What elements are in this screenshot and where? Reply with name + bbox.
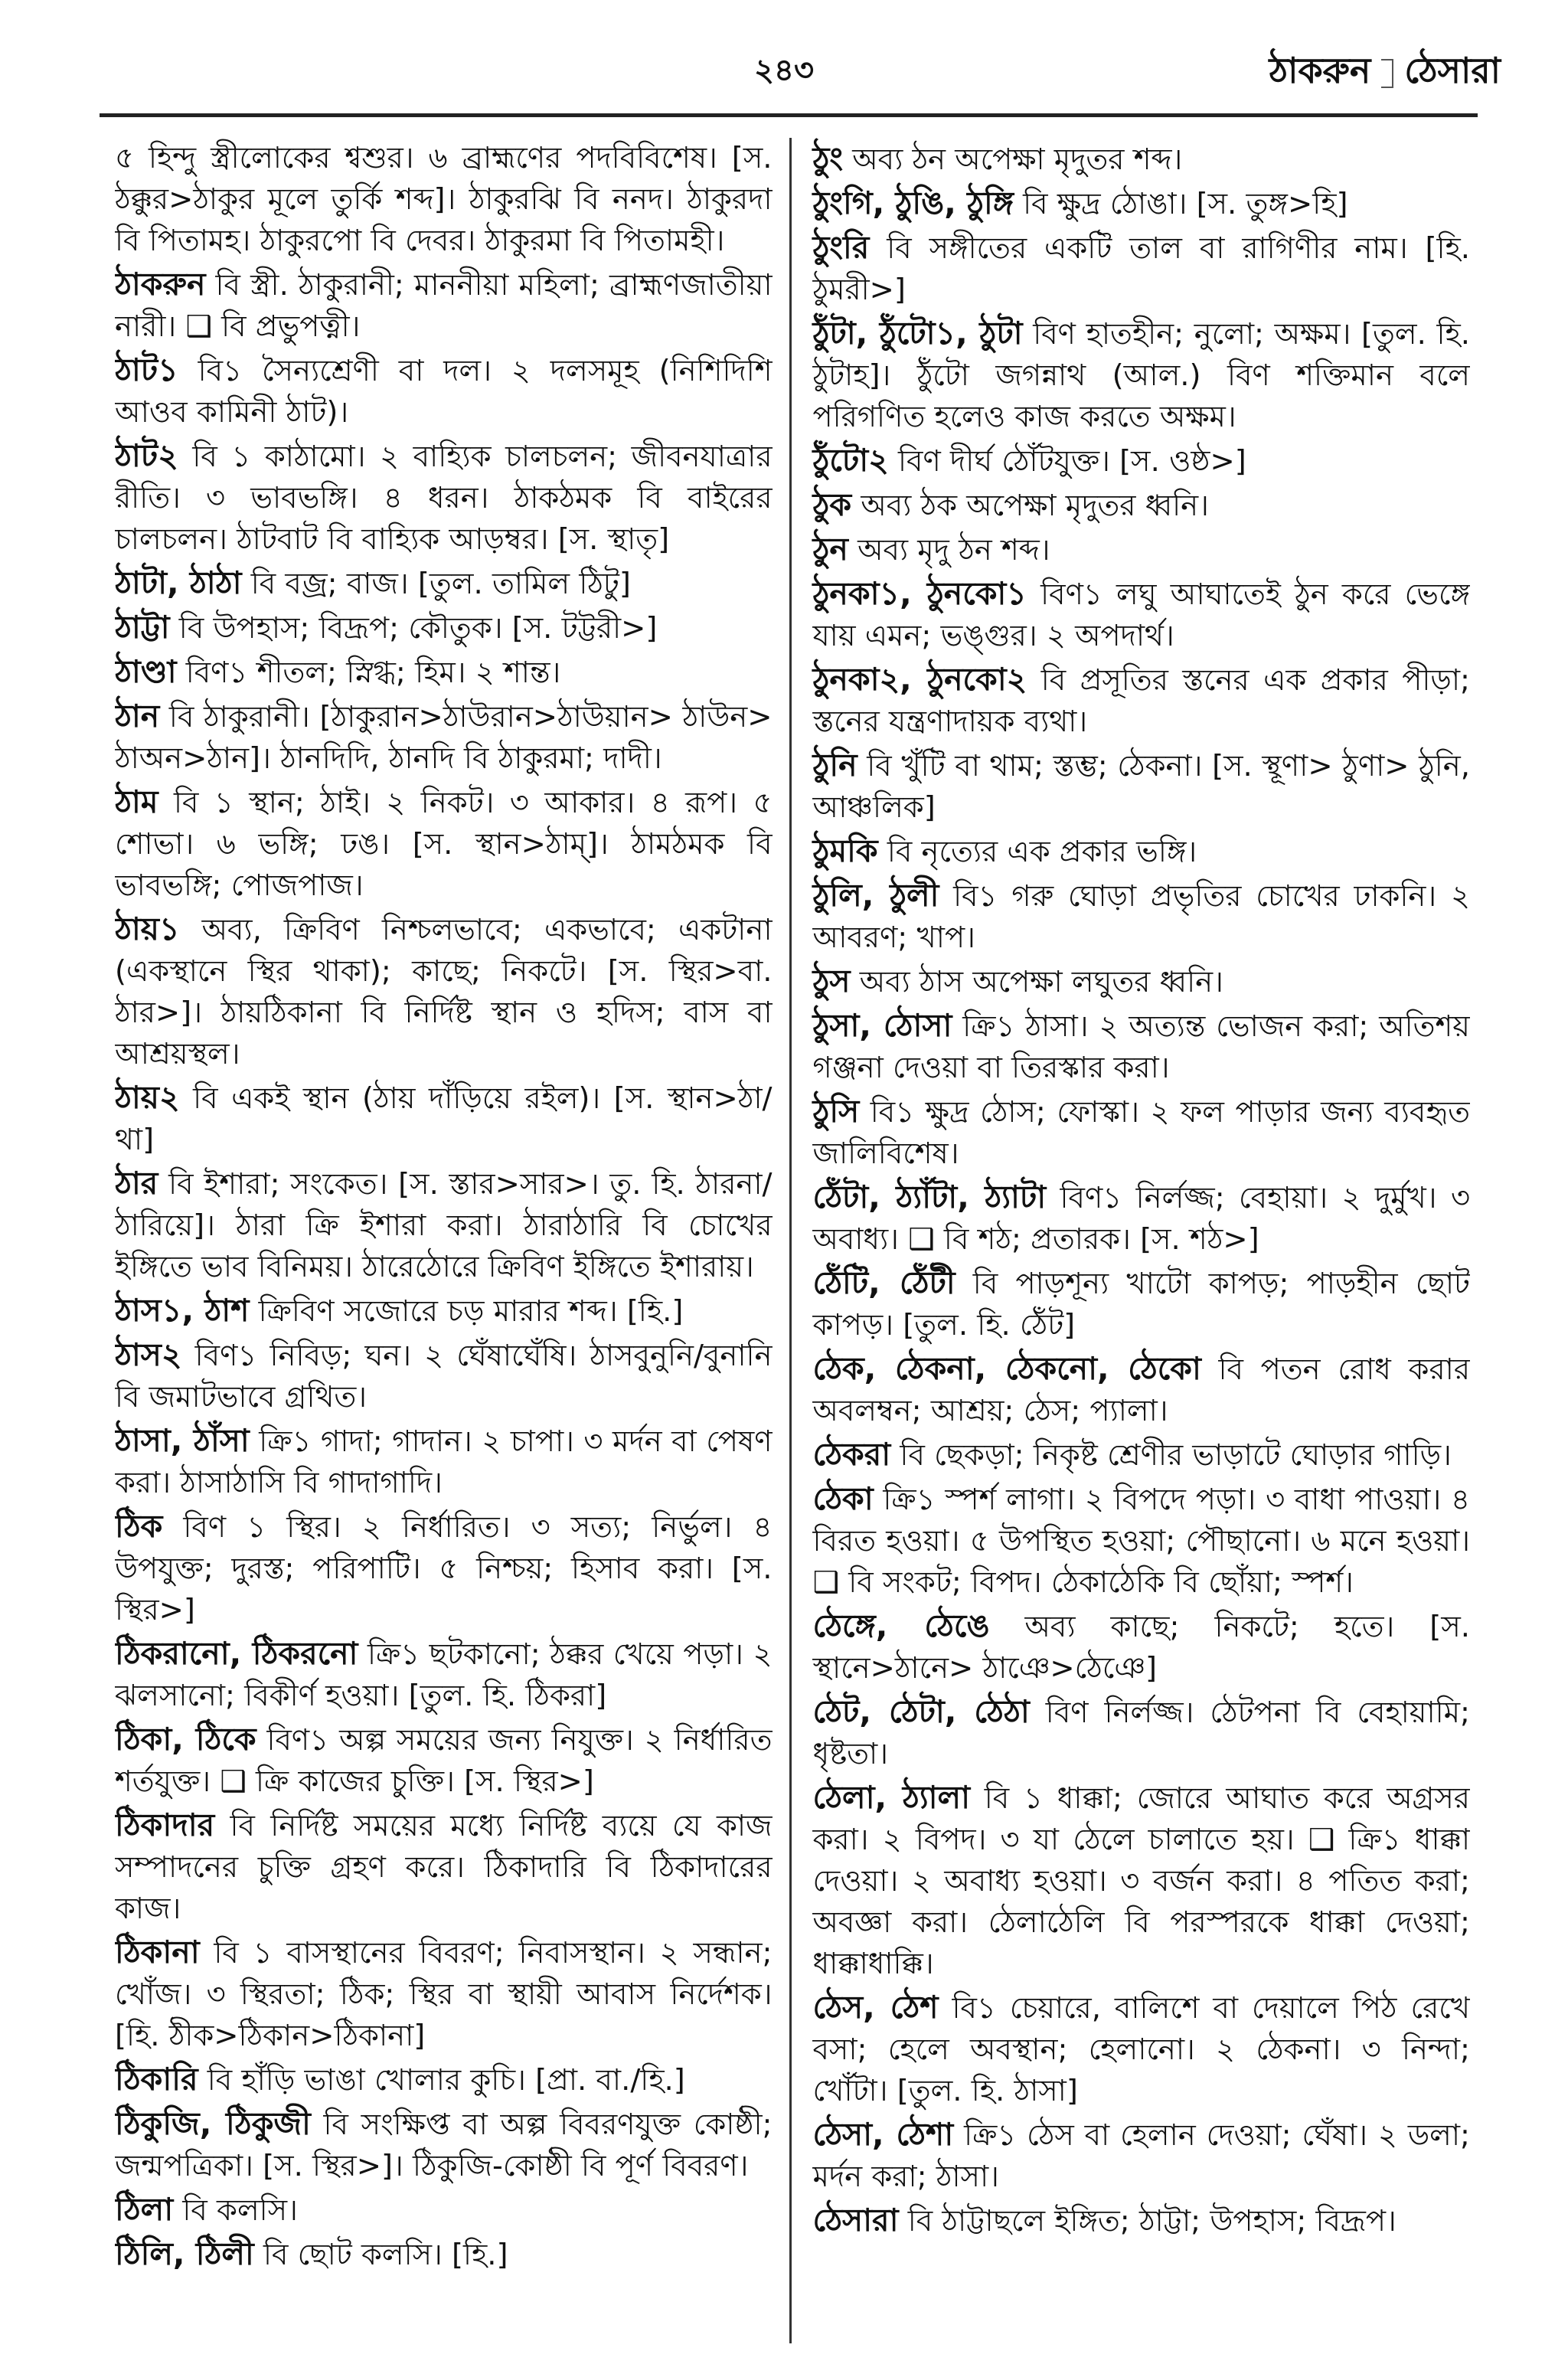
definition: বি ১ কাঠামো। ২ বাহ্যিক চালচলন; জীবনযাত্রার রীতি। ৩ ভাবভঙ্গি। ৪ ধরন। ঠাকঠমক বি বাইরের চালচলন। ঠাটবাট বি বাহ্যিক আড়ম্বর। [স. স্থাতৃ]	[115, 440, 773, 557]
definition: বিণ১ নিবিড়; ঘন। ২ ঘেঁষাঘেঁষি। ঠাসবুনুনি/বুনানি বি জমাটভাবে গ্রথিত।	[115, 1339, 773, 1414]
definition: বি পতন রোধ করার অবলম্বন; আশ্রয়; ঠেস; প্যালা।	[812, 1352, 1470, 1428]
guide-word-last: ঠেসারা	[1404, 50, 1501, 91]
separator-mark	[1381, 59, 1393, 88]
definition: বি ১ স্থান; ঠাই। ২ নিকট। ৩ আকার। ৪ রূপ। ৫ শোভা। ৬ ভঙ্গি; ঢঙ। [স. স্থান>ঠাম্]। ঠামঠমক বি ভাবভঙ্গি; পোজপাজ।	[115, 786, 773, 903]
dictionary-entry	[813, 227, 1471, 311]
headword: ঠুনকা১, ঠুনকো১	[812, 575, 1027, 612]
dictionary-entry	[115, 2189, 773, 2232]
headword: ঠাট১	[115, 352, 178, 388]
headword: ঠাস২	[115, 1336, 182, 1373]
headword: ঠার	[115, 1165, 158, 1202]
definition: অব্য ঠাস অপেক্ষা লঘুতর ধ্বনি।	[850, 965, 1223, 999]
headword: ঠায়২	[115, 1079, 180, 1116]
dictionary-entry	[115, 1506, 773, 1631]
headword: ঠাটা, ঠাঠা	[115, 564, 242, 601]
headword: ঠিলা	[115, 2191, 174, 2228]
dictionary-entry	[115, 781, 773, 907]
dictionary-entry	[115, 1931, 773, 2057]
guide-word-first: ঠাকরুন	[1269, 50, 1371, 91]
dictionary-entry	[115, 1718, 773, 1803]
headword: ঠেস, ঠেশ	[812, 1989, 939, 2026]
headword: ঠাকরুন	[115, 266, 206, 302]
definition: বিণ নির্লজ্জ। ঠেটপনা বি বেহায়ামি; ধৃষ্টতা।	[812, 1695, 1470, 1771]
dictionary-entry	[115, 2058, 773, 2101]
headword: ঠায়১	[115, 911, 180, 947]
definition: অব্য, ক্রিবিণ নিশ্চলভাবে; একভাবে; একটানা (একস্থানে স্থির থাকা); কাছে; নিকটে। [স. স্থির>বা. ঠার>]। ঠায়ঠিকানা বি নির্দিষ্ট স্থান ও হদিস; বাস বা আশ্রয়স্থল।	[115, 913, 773, 1071]
dictionary-entry	[813, 1605, 1471, 1689]
headword: ঠেকা	[812, 1480, 874, 1517]
definition: বিণ হাতহীন; নুলো; অক্ষম। [তুল. হি. ঠুটাহ]। ঠুঁটো জগন্নাথ (আল.) বিণ শক্তিমান বলে পরিগণিত হলেও কাজ করতে অক্ষম।	[812, 317, 1470, 434]
definition: বি খুঁটি বা থাম; স্তম্ভ; ঠেকনা। [স. স্থূণা> ঠুণা> ঠুনি, আঞ্চলিক]	[812, 749, 1470, 825]
page-number: ২৪৩	[754, 53, 814, 88]
headword: ঠেসা, ঠেশা	[812, 2116, 954, 2153]
definition: বি প্রসূতির স্তনের এক প্রকার পীড়া; স্তনের যন্ত্রণাদায়ক ব্যথা।	[812, 663, 1470, 739]
definition: অব্য ঠন অপেক্ষা মৃদুতর শব্দ।	[843, 142, 1183, 177]
dictionary-entry	[115, 1334, 773, 1418]
right-column	[792, 138, 1471, 2343]
dictionary-entry	[813, 2199, 1471, 2242]
dictionary-entry	[115, 651, 773, 694]
headword: ঠেঁটি, ঠেঁটী	[812, 1264, 956, 1301]
headword: ঠিলি, ঠিলী	[115, 2235, 254, 2272]
dictionary-entry	[813, 2114, 1471, 2198]
definition: বি সংক্ষিপ্ত বা অল্প বিবরণযুক্ত কোষ্ঠী; জন্মপত্রিকা। [স. স্থির>]। ঠিকুজি-কোষ্ঠী বি পূর্ণ বিবরণ।	[115, 2107, 773, 2183]
dictionary-entry	[813, 830, 1471, 873]
headword: ঠিকাদার	[115, 1807, 215, 1843]
headword: ঠেঁটা, ঠ্যাঁটা, ঠ্যাটা	[812, 1179, 1047, 1215]
definition: বি ইশারা; সংকেত। [স. স্তার>সার>। তু. হি. ঠারনা/ঠারিয়ে]। ঠারা ক্রি ইশারা করা। ঠারাঠারি বি চোখের ইঙ্গিতে ভাব বিনিময়। ঠারেঠোরে ক্রিবিণ ইঙ্গিতে ইশারায়।	[115, 1167, 773, 1284]
headword: ঠাস১, ঠাশ	[115, 1292, 250, 1329]
definition: বি ক্ষুদ্র ঠোঙা। [স. তুঙ্গ>হি]	[1013, 187, 1348, 221]
headword: ঠুসি	[812, 1093, 860, 1130]
headword: ঠাট্টা	[115, 609, 170, 646]
headword: ঠিকরানো, ঠিকরনো	[115, 1635, 358, 1672]
headword: ঠেট, ঠেটা, ঠেঠা	[812, 1693, 1030, 1730]
definition: বি উপহাস; বিদ্রূপ; কৌতুক। [স. টট্টরী>]	[169, 611, 658, 646]
dictionary-entry	[813, 1777, 1471, 1985]
definition: বি নৃত্যের এক প্রকার ভঙ্গি।	[877, 835, 1197, 869]
dictionary-entry	[813, 744, 1471, 829]
dictionary-entry	[813, 1348, 1471, 1432]
definition: বিণ১ অল্প সময়ের জন্য নিযুক্ত। ২ নির্ধারিত শর্তযুক্ত। ❑ ক্রি কাজের চুক্তি। [স. স্থির>]	[115, 1723, 773, 1799]
dictionary-entry	[813, 1176, 1471, 1261]
dictionary-entry	[813, 573, 1471, 657]
definition: ক্রি১ গাদা; গাদান। ২ চাপা। ৩ মর্দন বা পেষণ করা। ঠাসাঠাসি বি গাদাগাদি।	[115, 1424, 773, 1500]
definition: বি কলসি।	[173, 2193, 298, 2228]
dictionary-entry	[813, 1091, 1471, 1175]
definition: বি ১ ধাক্কা; জোরে আঘাত করে অগ্রসর করা। ২ বিপদ। ৩ যা ঠেলে চালাতে হয়। ❑ ক্রি১ ধাক্কা দেওয়া। ২ অবাধ্য হওয়া। ৩ বর্জন করা। ৪ পতিত করা; অবজ্ঞা করা। ঠেলাঠেলি বি পরস্পরকে ধাক্কা দেওয়া; ধাক্কাধাক্কি।	[812, 1781, 1470, 1981]
dictionary-entry	[813, 1262, 1471, 1346]
dictionary-entry	[813, 1691, 1471, 1775]
definition: বি ঠাকুরানী। [ঠাকুরান>ঠাউরান>ঠাউয়ান> ঠাউন> ঠাঅন>ঠান]। ঠানদিদি, ঠানদি বি ঠাকুরমা; দাদী।	[115, 700, 773, 776]
dictionary-entry	[115, 1420, 773, 1504]
dictionary-columns	[115, 138, 1470, 2343]
dictionary-entry	[813, 960, 1471, 1003]
dictionary-entry	[115, 908, 773, 1075]
headword: ঠুংগি, ঠুঙি, ঠুঙ্গি	[812, 185, 1014, 221]
dictionary-entry	[115, 562, 773, 605]
definition: বি১ গরু ঘোড়া প্রভৃতির চোখের ঢাকনি। ২ আবরণ; খাপ।	[812, 879, 1470, 955]
definition: বি সঙ্গীতের একটি তাল বা রাগিণীর নাম। [হি. ঠুমরী>]	[812, 231, 1470, 307]
definition: অব্য ঠক অপেক্ষা মৃদুতর ধ্বনি।	[851, 489, 1209, 523]
definition: বি ১ বাসস্থানের বিবরণ; নিবাসস্থান। ২ সন্ধান; খোঁজ। ৩ স্থিরতা; ঠিক; স্থির বা স্থায়ী আবাস নির্দেশক। [হি. ঠীক>ঠিকান>ঠিকানা]	[115, 1936, 773, 2053]
dictionary-entry	[813, 1987, 1471, 2112]
headword: ঠুলি, ঠুলী	[812, 877, 939, 914]
dictionary-entry	[115, 349, 773, 433]
definition: বিণ ১ স্থির। ২ নির্ধারিত। ৩ সত্য; নির্ভুল। ৪ উপযুক্ত; দুরস্ত; পরিপাটি। ৫ নিশ্চয়; হিসাব করা। [স. স্থির>]	[115, 1510, 773, 1627]
dictionary-entry	[115, 1804, 773, 1930]
headword: ঠুঁটা, ঠুঁটো১, ঠুটা	[812, 315, 1023, 352]
dictionary-entry	[115, 263, 773, 348]
definition: বি১ সৈন্যশ্রেণী বা দল। ২ দলসমূহ (নিশিদিশি আওব কামিনী ঠাট)।	[115, 354, 773, 430]
definition: ক্রি১ স্পর্শ লাগা। ২ বিপদে পড়া। ৩ বাধা পাওয়া। ৪ বিরত হওয়া। ৫ উপস্থিত হওয়া; পৌছানো। ৬ মনে হওয়া। ❑ বি সংকট; বিপদ। ঠেকাঠেকি বি ছোঁয়া; স্পর্শ।	[812, 1483, 1470, 1600]
headword: ঠিকুজি, ঠিকুজী	[115, 2105, 311, 2142]
headword: ঠুনি	[812, 747, 858, 783]
headword: ঠুস	[812, 963, 851, 999]
definition: ক্রি১ ছটকানো; ঠক্কর খেয়ে পড়া। ২ ঝলসানো; বিকীর্ণ হওয়া। [তুল. হি. ঠিকরা]	[115, 1637, 773, 1713]
dictionary-entry	[813, 182, 1471, 225]
dictionary-entry	[813, 440, 1471, 482]
headword: ঠুঁটো২	[812, 442, 889, 479]
headword: ঠিকা, ঠিকে	[115, 1721, 256, 1758]
headword: ঠাম	[115, 783, 158, 820]
definition: ক্রি১ ঠেস বা হেলান দেওয়া; ঘেঁষা। ২ ডলা; মর্দন করা; ঠাসা।	[812, 2118, 1470, 2194]
definition: বি ছোট কলসি। [হি.]	[253, 2238, 508, 2272]
dictionary-entry	[115, 2233, 773, 2276]
headword: ঠুক	[812, 486, 852, 523]
definition: অব্য কাছে; নিকটে; হতে। [স. স্থানে>ঠানে> ঠাঞে>ঠেঞে]	[812, 1610, 1470, 1686]
headword: ঠিকারি	[115, 2061, 198, 2098]
definition: ৫ হিন্দু স্ত্রীলোকের শ্বশুর। ৬ ব্রাহ্মণের পদবিবিশেষ। [স. ঠক্কুর>ঠাকুর মূলে তুর্কি শব্দ]। ঠাকুরঝি বি ননদ। ঠাকুরদা বি পিতামহ। ঠাকুরপো বি দেবর। ঠাকুরমা বি পিতামহী।	[115, 141, 773, 258]
definition: বি১ চেয়ারে, বালিশে বা দেয়ালে পিঠ রেখে বসা; হেলে অবস্থান; হেলানো। ২ ঠেকনা। ৩ নিন্দা; খোঁটা। [তুল. হি. ঠাসা]	[812, 1991, 1470, 2108]
dictionary-entry	[813, 875, 1471, 959]
definition: অব্য মৃদু ঠন শব্দ।	[848, 533, 1050, 567]
headword: ঠাট২	[115, 437, 178, 474]
running-head	[1269, 44, 1501, 103]
headword: ঠেকরা	[812, 1436, 891, 1473]
dictionary-entry	[115, 1633, 773, 1717]
headword: ঠুংরি	[812, 229, 870, 266]
headword: ঠুং	[812, 140, 844, 177]
definition: বিণ১ নির্লজ্জ; বেহায়া। ২ দুর্মুখ। ৩ অবাধ্য। ❑ বি শঠ; প্রতারক। [স. শঠ>]	[812, 1181, 1470, 1257]
headword: ঠুন	[812, 531, 848, 567]
headword: ঠিকানা	[115, 1934, 200, 1970]
headword: ঠেঙ্গে, ঠেঙে	[812, 1607, 990, 1644]
definition: বি বজ্র; বাজ। [তুল. তামিল ঠিটু]	[241, 567, 631, 601]
dictionary-entry	[115, 2103, 773, 2187]
dictionary-entry	[813, 1005, 1471, 1089]
definition: বিণ১ লঘু আঘাতেই ঠুন করে ভেঙ্গে যায় এমন; ভঙ্গুর। ২ অপদার্থ।	[812, 577, 1470, 653]
dictionary-entry	[115, 435, 773, 561]
definition: বিণ১ শীতল; স্নিগ্ধ; হিম। ২ শান্ত।	[176, 656, 561, 690]
headword: ঠাণ্ডা	[115, 653, 177, 690]
dictionary-entry	[813, 312, 1471, 438]
dictionary-entry	[115, 1290, 773, 1333]
left-column	[115, 138, 792, 2343]
dictionary-entry	[813, 1478, 1471, 1604]
definition: বি নির্দিষ্ট সময়ের মধ্যে নির্দিষ্ট ব্যয়ে যে কাজ সম্পাদনের চুক্তি গ্রহণ করে। ঠিকাদারি বি ঠিকাদারের কাজ।	[115, 1809, 773, 1926]
header-rule	[100, 113, 1478, 117]
dictionary-entry	[813, 138, 1471, 181]
headword: ঠুসা, ঠোসা	[812, 1007, 952, 1044]
headword: ঠাসা, ঠাঁসা	[115, 1422, 250, 1459]
definition: ক্রিবিণ সজোরে চড় মারার শব্দ। [হি.]	[249, 1294, 684, 1329]
dictionary-entry	[115, 1077, 773, 1161]
headword: ঠিক	[115, 1508, 163, 1545]
dictionary-entry	[813, 659, 1471, 743]
dictionary-entry	[813, 1434, 1471, 1476]
definition: ক্রি১ ঠাসা। ২ অত্যন্ত ভোজন করা; অতিশয় গঞ্জনা দেওয়া বা তিরস্কার করা।	[812, 1009, 1470, 1085]
headword: ঠুনকা২, ঠুনকো২	[812, 661, 1027, 698]
headword: ঠান	[115, 698, 160, 734]
headword: ঠেলা, ঠ্যালা	[812, 1779, 970, 1816]
headword: ঠুমকি	[812, 832, 878, 869]
dictionary-entry	[813, 528, 1471, 571]
dictionary-entry	[115, 695, 773, 780]
definition: বিণ দীর্ঘ ঠোঁটযুক্ত। [স. ওষ্ঠ>]	[888, 444, 1246, 479]
definition: বি ঠাট্টাছলে ইঙ্গিত; ঠাট্টা; উপহাস; বিদ্রূপ।	[898, 2204, 1396, 2238]
definition: বি স্ত্রী. ঠাকুরানী; মাননীয়া মহিলা; ব্রাহ্মণজাতীয়া নারী। ❑ বি প্রভুপত্নী।	[115, 268, 773, 344]
definition: বি একই স্থান (ঠায় দাঁড়িয়ে রইল)। [স. স্থান>ঠা/থা]	[115, 1081, 773, 1157]
dictionary-entry	[115, 138, 773, 262]
dictionary-entry	[813, 484, 1471, 527]
definition: বি পাড়শূন্য খাটো কাপড়; পাড়হীন ছোট কাপড়। [তুল. হি. ঠেঁট]	[812, 1267, 1470, 1342]
dictionary-entry	[115, 607, 773, 649]
headword: ঠেসারা	[812, 2202, 899, 2238]
definition: বি ছেকড়া; নিকৃষ্ট শ্রেণীর ভাড়াটে ঘোড়ার গাড়ি।	[890, 1438, 1452, 1473]
headword: ঠেক, ঠেকনা, ঠেকনো, ঠেকো	[812, 1350, 1201, 1387]
definition: বি১ ক্ষুদ্র ঠোস; ফোস্কা। ২ ফল পাড়ার জন্য ব্যবহৃত জালিবিশেষ।	[812, 1095, 1470, 1171]
dictionary-entry	[115, 1162, 773, 1288]
definition: বি হাঁড়ি ভাঙা খোলার কুচি। [প্রা. বা./হি.]	[198, 2063, 685, 2098]
